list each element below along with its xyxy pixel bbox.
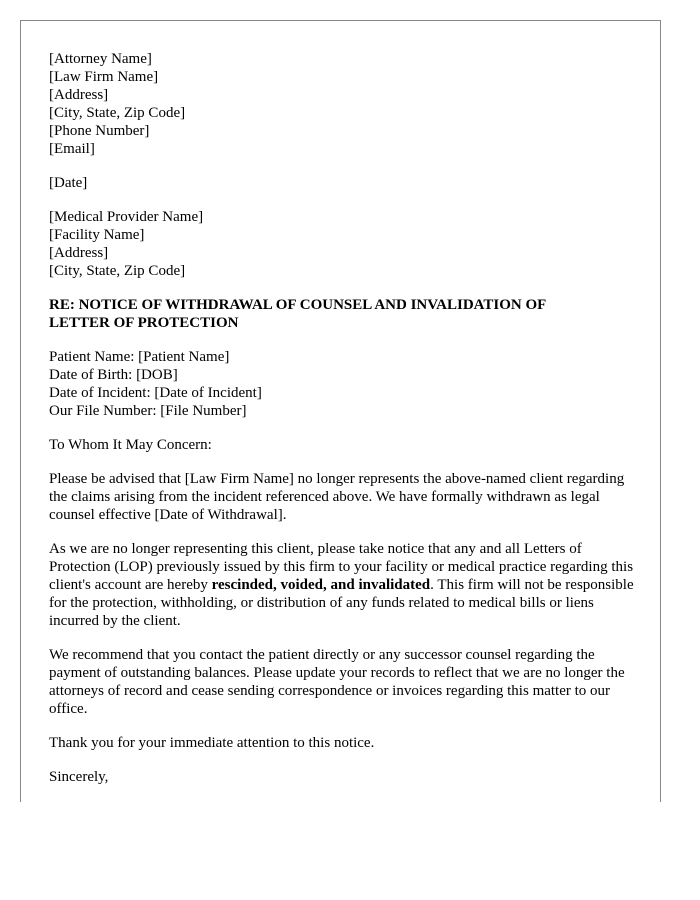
letter-page (20, 20, 661, 802)
case-info-block (49, 348, 629, 420)
body-paragraph-3: We recommend that you contact the patient directly or any successor counsel regarding the payment of outstanding balances. Please update your records to reflect that we are no longer the attorneys of record and cease sending correspondence or invoices regarding this matter to our office. (49, 647, 625, 717)
salutation: To Whom It May Concern: (49, 437, 212, 453)
body-paragraph-2-end: . This firm will not be responsible for the protection, withholding, or distribution of any funds related to medical bills or liens incurred by the client. (49, 577, 634, 629)
recipient-facility-name: [Facility Name] (49, 227, 145, 243)
recipient-city-state-zip: [City, State, Zip Code] (49, 263, 186, 279)
sender-email: [Email] (49, 141, 95, 157)
recipient-address: [Address] (49, 245, 109, 261)
file-number: Our File Number: [File Number] (49, 403, 247, 419)
sender-phone: [Phone Number] (49, 123, 150, 139)
sender-block (49, 50, 629, 158)
body-paragraph-4: Thank you for your immediate attention to this notice. (49, 735, 375, 751)
sender-city-state-zip: [City, State, Zip Code] (49, 105, 186, 121)
date-block (49, 174, 629, 192)
sender-law-firm-name: [Law Firm Name] (49, 69, 159, 85)
patient-name: Patient Name: [Patient Name] (49, 349, 230, 365)
body-paragraph-2 (49, 540, 637, 630)
body-paragraph-2-emphasis: rescinded, voided, and invalidated (211, 577, 431, 593)
recipient-provider-name: [Medical Provider Name] (49, 209, 204, 225)
body-paragraph-1: Please be advised that [Law Firm Name] no longer represents the above-named client regarding the claims arising from the incident referenced above. We have formally withdrawn as legal counsel effective [Date of Withdrawal]. (49, 471, 625, 523)
body-paragraph-2-start: As we are no longer representing this client, please take notice that any and all Letters of Protection (LOP) previously issued by this firm to your facility or medical practice regarding this client's account are hereby (49, 541, 634, 593)
recipient-block (49, 208, 629, 280)
date-of-birth: Date of Birth: [DOB] (49, 367, 178, 383)
date-of-incident: Date of Incident: [Date of Incident] (49, 385, 262, 401)
subject-line: RE: NOTICE OF WITHDRAWAL OF COUNSEL AND INVALIDATION OF LETTER OF PROTECTION (49, 297, 546, 331)
letter-date: [Date] (49, 175, 88, 191)
sender-address: [Address] (49, 87, 109, 103)
sender-attorney-name: [Attorney Name] (49, 51, 152, 67)
letter-content (49, 50, 634, 802)
closing: Sincerely, (49, 769, 109, 785)
